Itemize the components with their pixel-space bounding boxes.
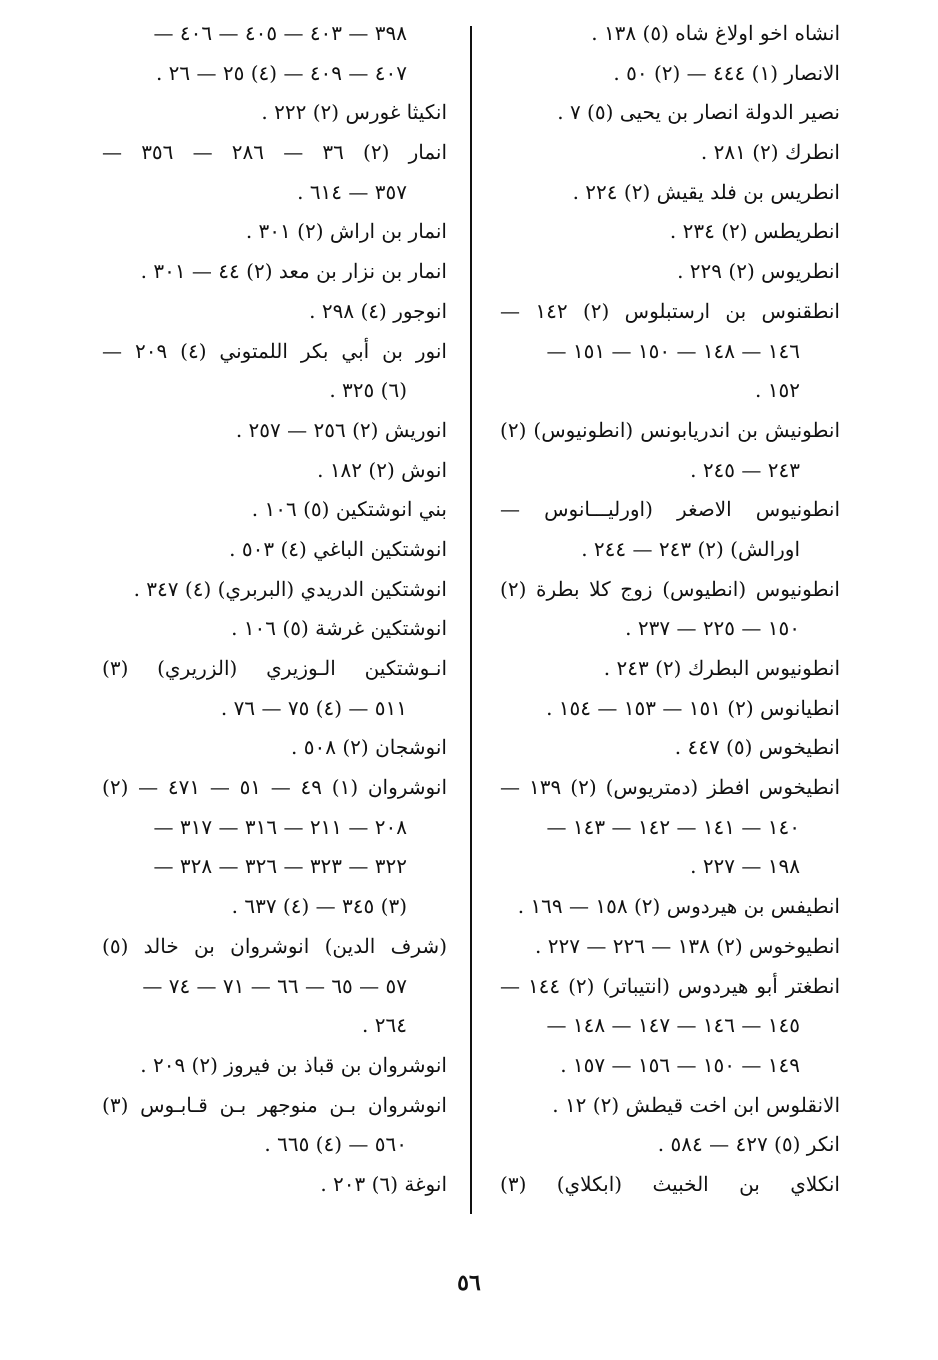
index-entry-continuation: اورالش) (٢) ٢٤٣ — ٢٤٤ .: [581, 536, 800, 561]
index-entry: انكر (٥) ٤٢٧ — ٥٨٤ .: [657, 1132, 840, 1157]
index-entry-continuation: (٣) ٣٤٥ — (٤) ٦٣٧ .: [231, 894, 407, 919]
index-entry: انوشروان بـن منوجهر بـن قـابـوس (٣): [102, 1092, 447, 1117]
index-entry: انطغتر أبو هيردوس (انتيباتر) (٢) ١٤٤ —: [500, 973, 840, 998]
index-entry: انطيخوس (٥) ٤٤٧ .: [674, 735, 840, 760]
index-entry-continuation: ٥٧ — ٦٥ — ٦٦ — ٧١ — ٧٤ —: [142, 973, 407, 998]
index-entry: انمار (٢) ٣٦ — ٢٨٦ — ٣٥٦ —: [102, 140, 448, 165]
index-entry: انوريش (٢) ٢٥٦ — ٢٥٧ .: [235, 417, 447, 442]
index-entry: بني انوشتكين (٥) ١٠٦ .: [251, 497, 447, 522]
index-entry: انطونيش بن اندريابونس (انطونيوس) (٢): [500, 417, 840, 442]
index-entry: انـوشتكين الـوزيري (الزريري) (٣): [102, 656, 447, 680]
index-entry-continuation: ١٥٠ — ٢٢٥ — ٢٣٧ .: [625, 616, 800, 641]
index-entry-continuation: ١٩٨ — ٢٢٧ .: [690, 854, 800, 879]
index-entry: الانقلوس ابن اخت قيطش (٢) ١٢ .: [552, 1092, 840, 1117]
index-entry-continuation: (٦) ٣٢٥ .: [329, 378, 407, 403]
index-entry: انطيانوس (٢) ١٥١ — ١٥٣ — ١٥٤ .: [546, 695, 840, 720]
index-entry-continuation: ١٤٦ — ١٤٨ — ١٥٠ — ١٥١ —: [546, 338, 800, 363]
index-entry: انوشتكين الدريدي (البربري) (٤) ٣٤٧ .: [133, 576, 447, 601]
index-entry: انور بن أبي بكر اللمتوني (٤) ٢٠٩ —: [102, 338, 447, 363]
index-entry: الانصار (١) ٤٤٤ — (٢) ٥٠ .: [613, 60, 840, 85]
page-number: ٥٦: [457, 1270, 481, 1296]
index-entry: انطقنوس بن ارستبلوس (٢) ١٤٢ —: [500, 298, 840, 323]
index-entry: انوشجان (٢) ٥٠٨ .: [291, 735, 447, 760]
index-entry: (شرف الدين) انوشروان بن خالد (٥): [102, 933, 447, 958]
index-entry: انطيخوس افطز (دمتريوس) (٢) ١٣٩ —: [500, 775, 841, 800]
left-column: [102, 14, 447, 1205]
index-entry: انطيوخوس (٢) ١٣٨ — ٢٢٦ — ٢٢٧ .: [535, 933, 840, 958]
index-entry-continuation: ٥١١ — (٤) ٧٥ — ٧٦ .: [220, 695, 407, 720]
index-entry: انوش (٢) ١٨٢ .: [317, 457, 447, 482]
index-entry-continuation: ٥٦٠ — (٤) ٦٦٥ .: [264, 1132, 407, 1157]
index-entry-continuation: ٣٩٨ — ٤٠٣ — ٤٠٥ — ٤٠٦ —: [153, 21, 407, 45]
index-entry: انوشتكين غرشة (٥) ١٠٦ .: [231, 616, 447, 641]
index-entry: انطونيوس البطرك (٢) ٢٤٣ .: [603, 656, 840, 680]
index-entry-continuation: ١٤٥ — ١٤٦ — ١٤٧ — ١٤٨ —: [546, 1013, 800, 1038]
index-entry-continuation: ١٥٢ .: [755, 378, 800, 403]
index-entry: انشاه اخو اولاغ شاه (٥) ١٣٨ .: [591, 21, 840, 45]
index-entry: انكلاي بن الخبيث (ابكلاي) (٣): [500, 1171, 840, 1196]
index-entry-continuation: ١٤٠ — ١٤١ — ١٤٢ — ١٤٣ —: [546, 814, 800, 839]
index-entry: انمار بن اراش (٢) ٣٠١ .: [245, 219, 447, 244]
index-entry: نصير الدولة انصار بن يحيى (٥) ٧ .: [557, 100, 840, 125]
index-entry-continuation: ١٤٩ — ١٥٠ — ١٥٦ — ١٥٧ .: [560, 1052, 800, 1077]
index-entry: انكيثا غورس (٢) ٢٢٢ .: [261, 100, 447, 125]
index-entry: انطيفس بن هيردوس (٢) ١٥٨ — ١٦٩ .: [517, 894, 840, 919]
index-entry: انطريوس (٢) ٢٢٩ .: [677, 259, 840, 284]
index-entry: انطرك (٢) ٢٨١ .: [700, 140, 840, 165]
index-entry: انوغة (٦) ٢٠٣ .: [320, 1171, 447, 1196]
index-entry: انوشروان بن قباذ بن فيروز (٢) ٢٠٩ .: [140, 1052, 447, 1077]
index-entry-continuation: ٤٠٧ — ٤٠٩ — (٤) ٢٥ — ٢٦ .: [155, 60, 407, 85]
index-entry: انطريطس (٢) ٢٣٤ .: [669, 219, 840, 244]
index-entry: انوشتكين الباغي (٤) ٥٠٣ .: [229, 536, 447, 561]
index-entry-continuation: ٢٠٨ — ٢١١ — ٣١٦ — ٣١٧ —: [153, 814, 407, 839]
right-column: [500, 14, 840, 1205]
index-entry-continuation: ٢٤٣ — ٢٤٥ .: [690, 457, 800, 482]
index-entry-continuation: ٣٥٧ — ٦١٤ .: [297, 179, 407, 204]
index-entry: انمار بن نزار بن معد (٢) ٤٤ — ٣٠١ .: [140, 259, 447, 284]
column-divider: [470, 26, 472, 1214]
index-entry: انطونيوس (انطيوس) زوج كلا بطرة (٢): [500, 576, 840, 601]
index-entry: انطريس بن فلد يقيش (٢) ٢٢٤ .: [572, 179, 840, 204]
index-entry: انوشروان (١) ٤٩ — ٥١ — ٤٧١ — (٢): [102, 775, 448, 800]
index-entry-continuation: ٣٢٢ — ٣٢٣ — ٣٢٦ — ٣٢٨ —: [153, 854, 407, 879]
index-entry-continuation: ٢٦٤ .: [362, 1013, 407, 1038]
index-entry: انوجور (٤) ٢٩٨ .: [309, 298, 447, 323]
index-entry: انطونيوس الاصغر (اورليـــانوس —: [500, 497, 840, 522]
